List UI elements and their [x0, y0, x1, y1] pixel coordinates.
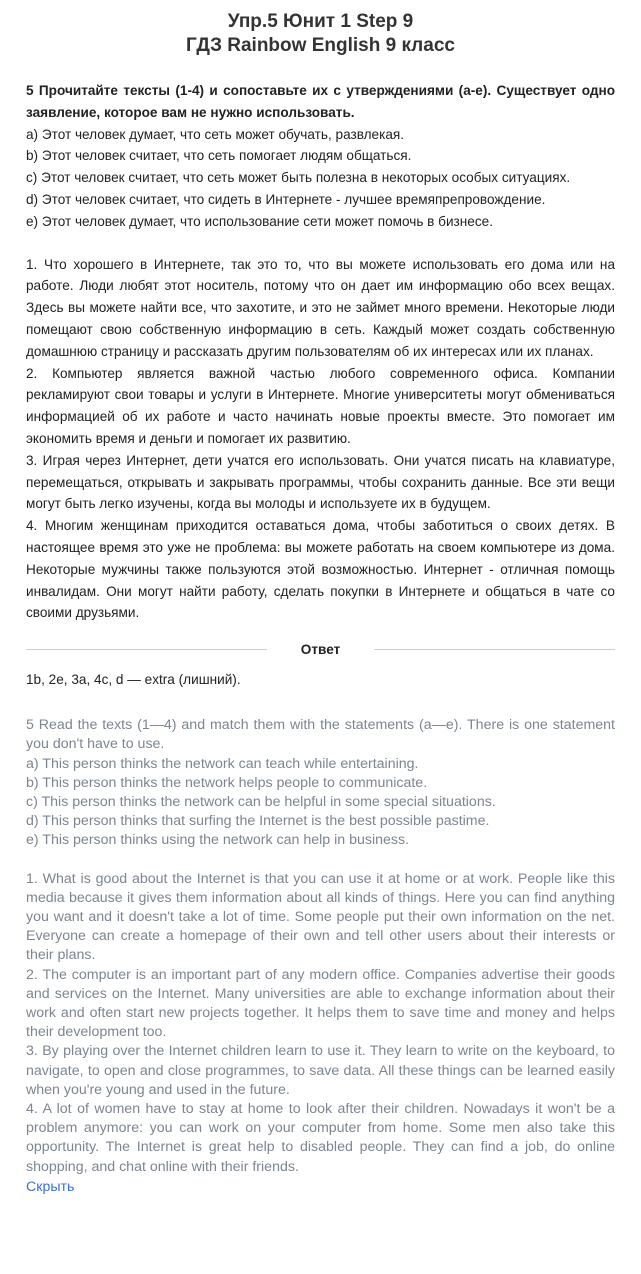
russian-text-1: 1. Что хорошего в Интернете, так это то, что вы можете использовать его дома или на работе. Люди любят этот носитель, потому что он дает им информацию обо всех вещах. Здесь вы можете найти все, что захотите, и это не займет много времени. Некоторые люди помещают свою собственную информацию в сеть. Каждый может создать собственную домашнюю страницу и рассказать другим пользователям об их интересах или их планах. — [26, 256, 615, 359]
russian-statement-c: c) Этот человек считает, что сеть может быть полезна в некоторых особых ситуациях. — [26, 170, 571, 186]
page-title-line-1: Упр.5 Юнит 1 Step 9 — [227, 11, 414, 32]
spacer — [26, 233, 615, 254]
russian-text-4: 4. Многим женщинам приходится оставаться дома, чтобы заботиться о своих детях. В настоящее время это уже не проблема: вы можете работать на своем компьютере из дома. Некоторые мужчины также пользуются этой возможностью. Интернет - отличная помощь инвалидам. Они могут найти работу, сделать покупки в Интернете и общаться в чате со своими друзьями. — [26, 518, 615, 621]
spacer — [26, 851, 615, 870]
answer-text: 1b, 2e, 3a, 4c, d — extra (лишний). — [26, 672, 241, 688]
russian-statement-b: b) Этот человек считает, что сеть помогает людям общаться. — [26, 148, 412, 164]
answer-label: Ответ — [300, 641, 341, 657]
hide-link[interactable]: Скрыть — [26, 1178, 75, 1195]
english-statement-d: d) This person thinks that surfing the Internet is the best possible pastime. — [26, 813, 490, 830]
english-text-2: 2. The computer is an important part of any modern office. Companies advertise their goods and services on the Internet. Many universities are able to exchange information about their work and often start new projects together. It helps them to save time and money and helps their development too. — [26, 966, 615, 1041]
russian-statement-e: e) Этот человек думает, что использование сети может помочь в бизнесе. — [26, 213, 493, 229]
english-statement-a: a) This person thinks the network can teach while entertaining. — [26, 755, 419, 772]
russian-statement-a: a) Этот человек думает, что сеть может обучать, развлекая. — [26, 126, 405, 142]
russian-statement-d: d) Этот человек считает, что сидеть в Интернете - лучшее времяпрепровождение. — [26, 191, 546, 207]
russian-text-2: 2. Компьютер является важной частью любого современного офиса. Компании рекламируют свои товары и услуги в Интернете. Многие университеты могут обмениваться информацией об их работе и часто начинать новые проекты вместе. Это помогает им экономить время и деньги и помогает их развитию. — [26, 365, 615, 446]
page-title — [26, 10, 615, 58]
english-text-4: 4. A lot of women have to stay at home to look after their children. Nowadays it won't be a problem anymore: you can work on your computer from home. Some men also take this opportunity. The Internet is great help to disabled people. They can find a job, do online shopping, and chat online with their friends. — [26, 1100, 615, 1175]
russian-text-3: 3. Играя через Интернет, дети учатся его использовать. Они учатся писать на клавиатуре, перемещаться, открывать и закрывать программы, чтобы сохранить данные. Все эти вещи могут быть легко изучены, когда вы молоды и используете их в будущем. — [26, 452, 615, 512]
divider-line-left — [26, 649, 267, 650]
russian-section — [26, 80, 615, 624]
english-statement-c: c) This person thinks the network can be helpful in some special situations. — [26, 793, 496, 810]
english-section — [26, 716, 615, 1197]
answer-divider — [26, 638, 615, 660]
russian-task: 5 Прочитайте тексты (1-4) и сопоставьте их с утверждениями (a-e). Существует одно заявление, которое вам не нужно использовать. — [26, 83, 615, 120]
english-text-3: 3. By playing over the Internet children learn to use it. They learn to write on the keyboard, to navigate, to open and close programmes, to save data. All these things can be learned easily when you're young and used in the future. — [26, 1043, 615, 1098]
english-statement-b: b) This person thinks the network helps people to communicate. — [26, 774, 428, 791]
english-statement-e: e) This person thinks using the network can help in business. — [26, 832, 410, 849]
english-text-1: 1. What is good about the Internet is that you can use it at home or at work. People like this media because it gives them information about all kinds of things. Here you can find anything you want and it doesn't take a lot of time. Some people put their own information on the net. Everyone can create a homepage of their own and tell other users about their interests or their plans. — [26, 870, 615, 964]
divider-line-right — [374, 649, 615, 650]
page-title-line-2: ГДЗ Rainbow English 9 класс — [186, 35, 455, 56]
english-task: 5 Read the texts (1—4) and match them with the statements (a—e). There is one statement you don't have to use. — [26, 717, 615, 753]
